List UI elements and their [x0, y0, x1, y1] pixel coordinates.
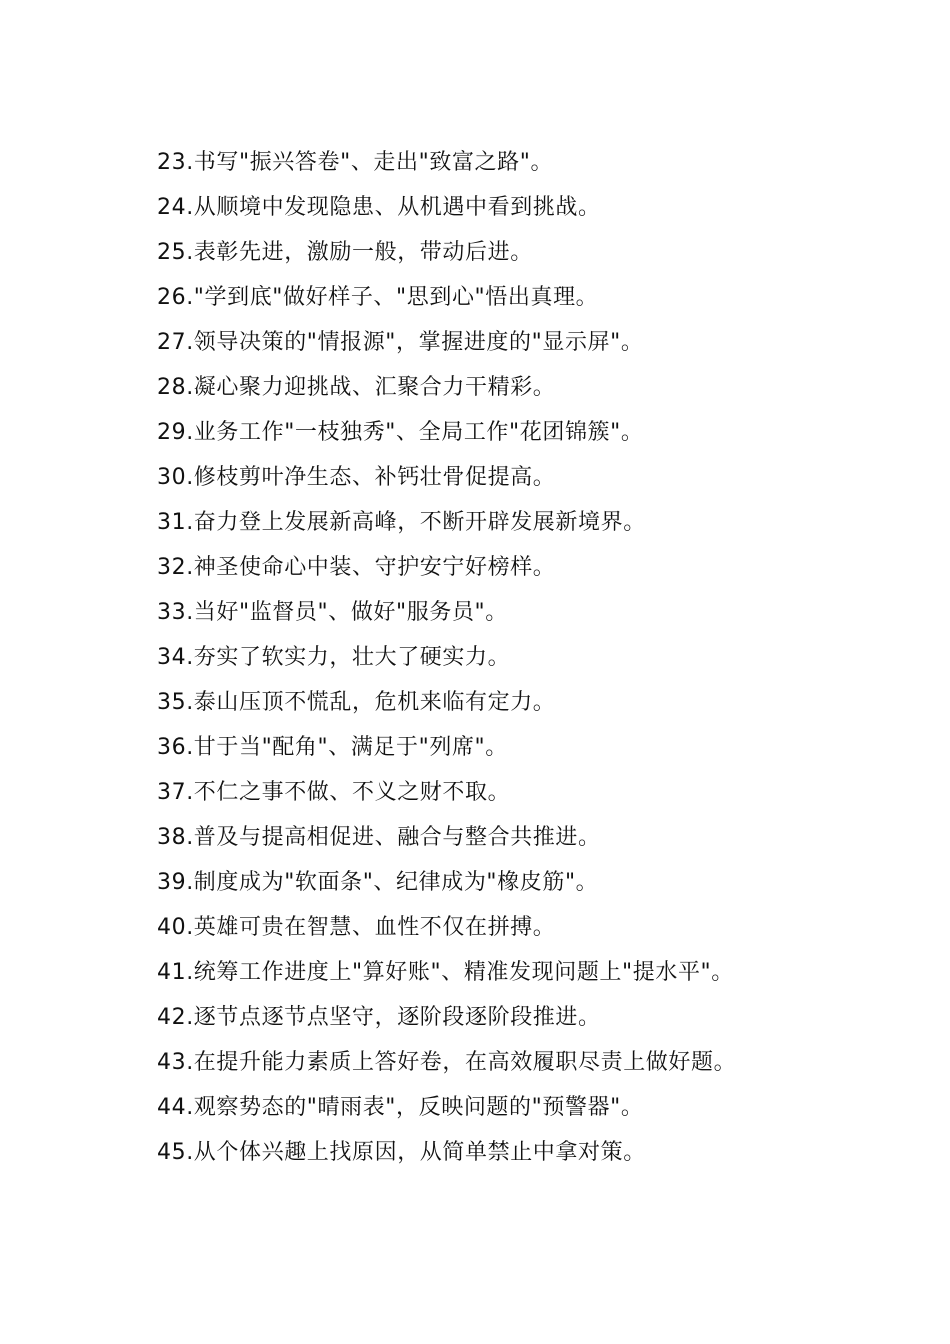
list-item: 34.夯实了软实力，壮大了硬实力。: [157, 645, 511, 670]
list-item: 42.逐节点逐节点坚守，逐阶段逐阶段推进。: [157, 1005, 601, 1030]
list-item: 23.书写"振兴答卷"、走出"致富之路"。: [157, 150, 554, 175]
list-item: 40.英雄可贵在智慧、血性不仅在拼搏。: [157, 915, 556, 940]
list-item: 31.奋力登上发展新高峰，不断开辟发展新境界。: [157, 510, 646, 535]
list-item: 41.统筹工作进度上"算好账"、精准发现问题上"提水平"。: [157, 960, 734, 985]
list-item: 43.在提升能力素质上答好卷，在高效履职尽责上做好题。: [157, 1050, 737, 1075]
list-item: 39.制度成为"软面条"、纪律成为"橡皮筋"。: [157, 870, 599, 895]
list-item: 28.凝心聚力迎挑战、汇聚合力干精彩。: [157, 375, 556, 400]
numbered-list: [157, 140, 917, 1175]
list-item: 26."学到底"做好样子、"思到心"悟出真理。: [157, 285, 599, 310]
list-item: 44.观察势态的"晴雨表"，反映问题的"预警器"。: [157, 1095, 644, 1120]
list-item: 36.甘于当"配角"、满足于"列席"。: [157, 735, 508, 760]
list-item: 30.修枝剪叶净生态、补钙壮骨促提高。: [157, 465, 556, 490]
list-item: 24.从顺境中发现隐患、从机遇中看到挑战。: [157, 195, 601, 220]
list-item: 45.从个体兴趣上找原因，从简单禁止中拿对策。: [157, 1140, 646, 1165]
list-item: 29.业务工作"一枝独秀"、全局工作"花团锦簇"。: [157, 420, 644, 445]
list-item: 37.不仁之事不做、不义之财不取。: [157, 780, 511, 805]
list-item: 38.普及与提高相促进、融合与整合共推进。: [157, 825, 601, 850]
list-item: 32.神圣使命心中装、守护安宁好榜样。: [157, 555, 556, 580]
list-item: 25.表彰先进，激励一般，带动后进。: [157, 240, 533, 265]
list-item: 35.泰山压顶不慌乱，危机来临有定力。: [157, 690, 556, 715]
list-item: 33.当好"监督员"、做好"服务员"。: [157, 600, 508, 625]
list-item: 27.领导决策的"情报源"，掌握进度的"显示屏"。: [157, 330, 644, 355]
